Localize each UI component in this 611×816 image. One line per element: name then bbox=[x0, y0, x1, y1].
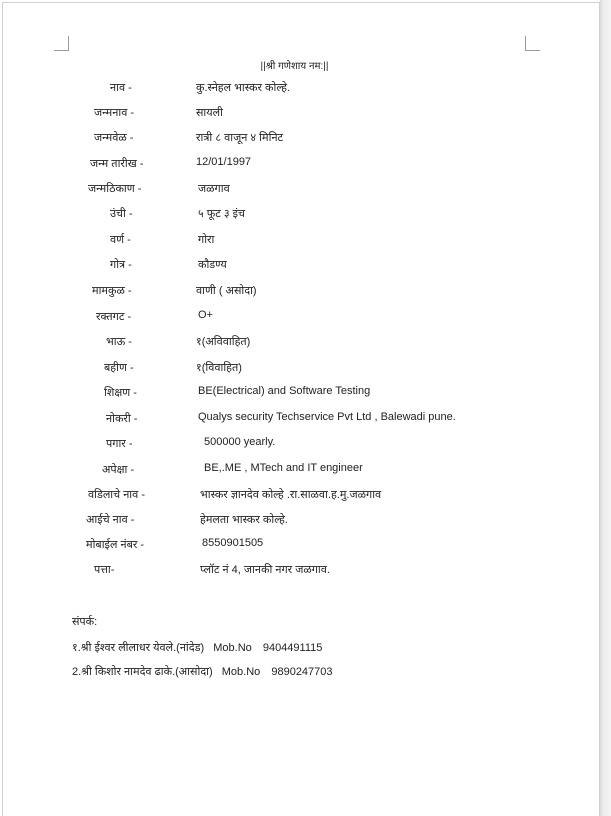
field-row-complexion bbox=[0, 232, 600, 250]
field-value: 12/01/1997 bbox=[196, 156, 252, 168]
field-row-name bbox=[0, 80, 600, 98]
field-value: ५ फूट ३ इंच bbox=[198, 208, 246, 220]
page-edge-shadow bbox=[600, 0, 611, 816]
field-value: कु.स्नेहल भास्कर कोल्हे. bbox=[196, 82, 290, 94]
field-value: जळगाव bbox=[198, 183, 230, 195]
contact-mob-label: Mob.No bbox=[213, 642, 252, 654]
field-label: वर्ण - bbox=[110, 234, 131, 246]
field-value: BE,.ME , MTech and IT engineer bbox=[204, 462, 363, 474]
field-label: शिक्षण - bbox=[104, 387, 137, 399]
field-row-maternal-family bbox=[0, 283, 600, 301]
field-label: वडिलाचे नाव - bbox=[88, 489, 145, 501]
field-row-brother bbox=[0, 334, 600, 352]
field-row-birth-time bbox=[0, 130, 600, 148]
field-label: उंची - bbox=[110, 208, 133, 220]
field-label: मोबाईल नंबर - bbox=[86, 539, 145, 551]
field-value: Qualys security Techservice Pvt Ltd , Balewadi pune. bbox=[198, 411, 456, 423]
field-label: नोकरी - bbox=[106, 413, 138, 425]
field-label: जन्म तारीख - bbox=[90, 158, 144, 170]
field-label: नाव - bbox=[110, 82, 132, 94]
contact-name: 2.श्री किशोर नामदेव ढाके.(आसोदा) bbox=[72, 666, 213, 678]
contact-number: 9890247703 bbox=[271, 666, 333, 678]
field-value: हेमलता भास्कर कोल्हे. bbox=[200, 514, 288, 526]
field-value: प्लॉट नं 4, जानकी नगर जळगाव. bbox=[200, 564, 330, 576]
field-row-mobile bbox=[0, 537, 600, 555]
field-row-birth-place bbox=[0, 181, 600, 199]
field-value: कौडण्य bbox=[198, 259, 227, 271]
field-value: गोरा bbox=[198, 234, 215, 246]
field-label: बहीण - bbox=[104, 362, 134, 374]
field-label: पत्ता- bbox=[94, 564, 115, 576]
field-value: सायली bbox=[196, 107, 223, 119]
field-value: BE(Electrical) and Software Testing bbox=[198, 385, 371, 397]
field-label: जन्मवेळ - bbox=[94, 132, 134, 144]
field-label: पगार - bbox=[106, 438, 133, 450]
field-label: जन्मनाव - bbox=[94, 107, 135, 119]
field-value: 8550901505 bbox=[202, 537, 264, 549]
crop-mark-top-right bbox=[525, 36, 540, 51]
document-page bbox=[2, 2, 600, 816]
field-value: वाणी ( असोदा) bbox=[196, 285, 257, 297]
field-value: 500000 yearly. bbox=[204, 436, 276, 448]
contact-name: १.श्री ईश्वर लीलाधर येवले.(नांदेड) bbox=[72, 642, 205, 654]
field-row-education bbox=[0, 385, 600, 403]
field-label: गोत्र - bbox=[110, 259, 132, 271]
field-value: रात्री ८ वाजून ४ मिनिट bbox=[196, 132, 284, 144]
field-row-expectation bbox=[0, 462, 600, 480]
field-row-height bbox=[0, 206, 600, 224]
field-row-blood-group bbox=[0, 309, 600, 327]
field-row-job bbox=[0, 411, 600, 429]
field-label: मामकुळ - bbox=[92, 285, 132, 297]
field-row-mother-name bbox=[0, 512, 600, 530]
field-value: भास्कर ज्ञानदेव कोल्हे .रा.साळवा.ह.मु.जळगाव bbox=[200, 489, 382, 501]
field-label: जन्मठिकाण - bbox=[88, 183, 142, 195]
document-header: ||श्री गणेशाय नम:|| bbox=[260, 61, 329, 72]
field-row-birth-name bbox=[0, 105, 600, 123]
field-label: रक्तगट - bbox=[96, 311, 132, 323]
field-label: भाऊ - bbox=[106, 336, 132, 348]
field-row-sister bbox=[0, 360, 600, 378]
field-row-address bbox=[0, 562, 600, 580]
crop-mark-top-left bbox=[54, 36, 69, 51]
contact-heading: संपर्क: bbox=[72, 616, 98, 628]
contact-item bbox=[72, 664, 333, 679]
field-row-salary bbox=[0, 436, 600, 454]
field-label: आईचे नाव - bbox=[86, 514, 135, 526]
contact-number: 9404491115 bbox=[262, 642, 323, 654]
field-label: अपेक्षा - bbox=[102, 464, 135, 476]
field-row-gotra bbox=[0, 257, 600, 275]
field-value: O+ bbox=[198, 309, 213, 321]
field-value: १(विवाहित) bbox=[196, 362, 242, 374]
field-row-father-name bbox=[0, 487, 600, 505]
contact-item bbox=[72, 640, 322, 655]
field-row-birth-date bbox=[0, 156, 600, 174]
contact-mob-label: Mob.No bbox=[221, 666, 261, 678]
field-value: १(अविवाहित) bbox=[196, 336, 251, 348]
